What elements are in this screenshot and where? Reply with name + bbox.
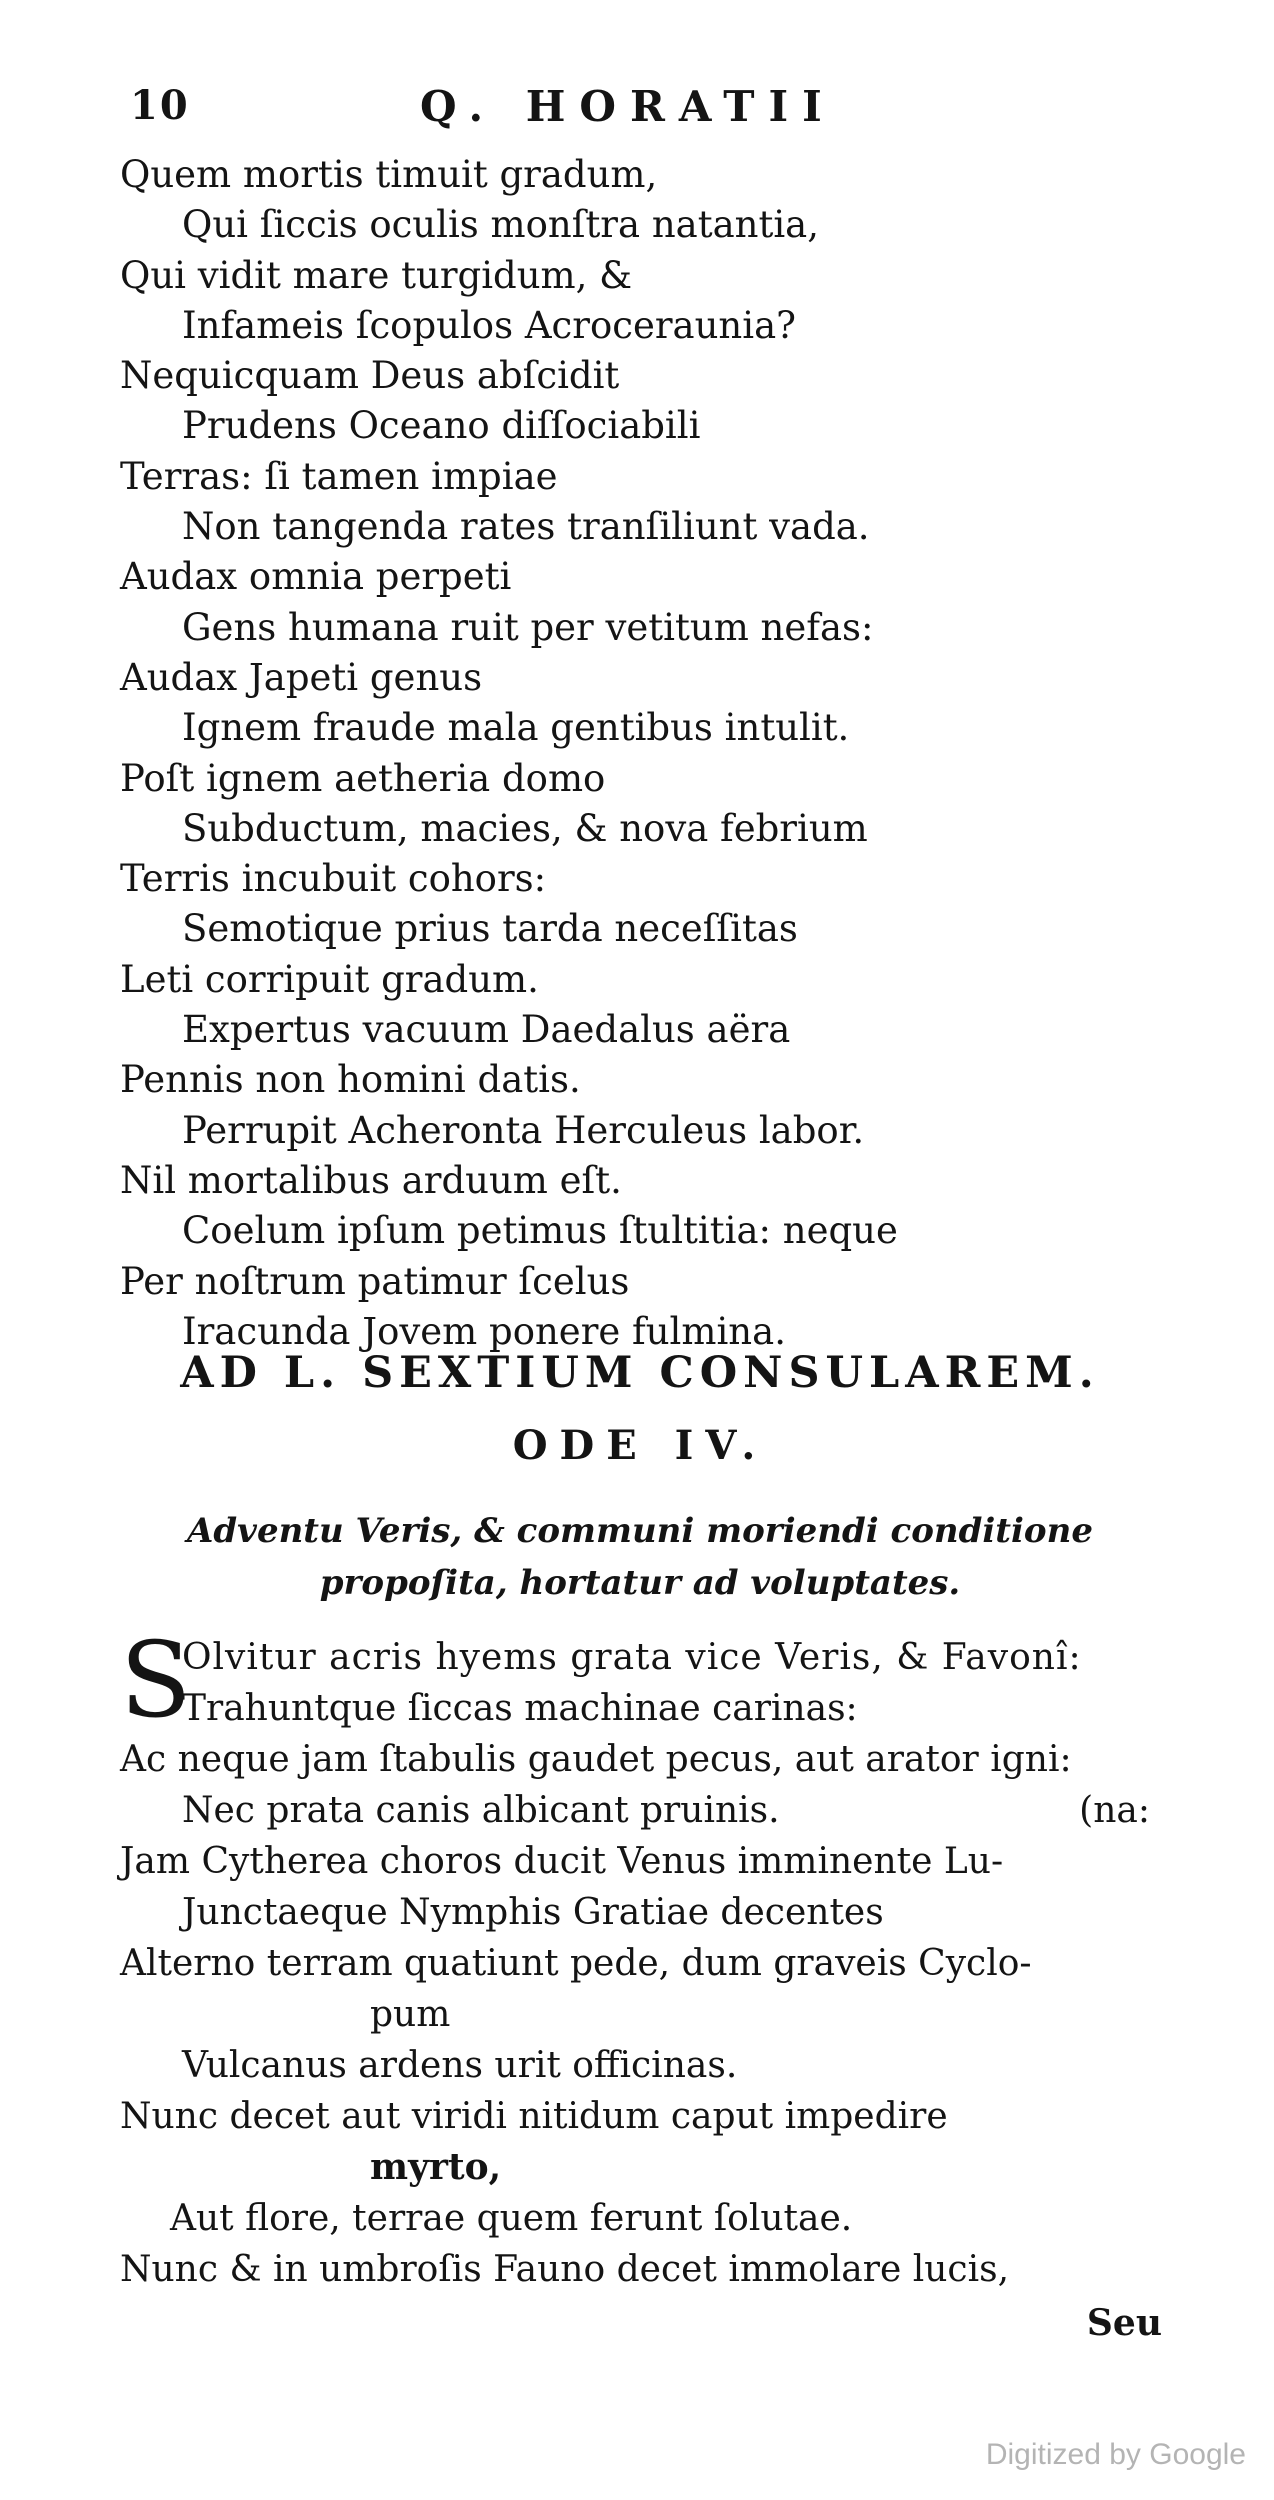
verse-line: Terras: ſi tamen impiae: [120, 454, 558, 498]
overhang-text: (na:: [1079, 1790, 1150, 1831]
verse-line: Junctaeque Nymphis Gratiae decentes: [182, 1892, 884, 1933]
verse-line-continuation: pum: [370, 1994, 451, 2035]
verse-line-text: Nec prata canis albicant pruinis.: [182, 1790, 780, 1831]
verse-line: Pennis non homini datis.: [120, 1058, 581, 1102]
verse-line: Audax omnia perpeti: [120, 555, 512, 599]
ode-heading: AD L. SEXTIUM CONSULAREM.: [180, 1348, 1100, 1398]
verse-line: Vulcanus ardens urit officinas.: [182, 2045, 738, 2086]
verse-line: Ignem fraude mala gentibus intulit.: [182, 706, 850, 750]
verse-line: Qui ſiccis oculis monſtra natantia,: [182, 203, 819, 247]
verse-line: Nunc & in umbroſis Fauno decet immolare lucis,: [120, 2249, 1010, 2290]
first-line-text: Olvitur acris hyems grata vice Veris, & Favonî:: [182, 1637, 1082, 1678]
verse-line: Coelum ipſum petimus ſtultitia: neque: [182, 1209, 898, 1253]
argument-line: Adventu Veris, & communi moriendi conditione: [187, 1511, 1093, 1551]
running-head: [120, 82, 1120, 142]
verse-line: Expertus vacuum Daedalus aëra: [182, 1008, 791, 1052]
verse-line: Infameis ſcopulos Acroceraunia?: [182, 303, 796, 347]
ode-argument: [120, 1505, 1160, 1609]
verse-line: Subductum, macies, & nova febrium: [182, 806, 868, 850]
verse-line: Semotique prius tarda neceſſitas: [182, 907, 798, 951]
verse-line: Trahuntque ſiccas machinae carinas:: [182, 1688, 858, 1729]
ode-number: ODE IV.: [512, 1422, 768, 1469]
verse-line: Gens humana ruit per vetitum nefas:: [182, 605, 874, 649]
verse-line-continuation: myrto,: [370, 2146, 502, 2188]
verse-line: Per noſtrum patimur ſcelus: [120, 1259, 630, 1303]
catchword: Seu: [1086, 2302, 1162, 2344]
verse-line: Non tangenda rates tranſiliunt vada.: [182, 505, 870, 549]
verse-line: Nil mortalibus arduum eſt.: [120, 1158, 622, 1202]
verse-line: Alterno terram quatiunt pede, dum graveis Cyclo-: [120, 1943, 1032, 1984]
page-number: 10: [130, 82, 190, 129]
verse-line: Poſt ignem aetheria domo: [120, 756, 606, 800]
verse-line-with-overhang: [120, 1785, 1160, 1836]
verse-line: Iracunda Jovem ponere fulmina.: [182, 1309, 786, 1353]
verse-line: Aut flore, terrae quem ferunt ſolutae.: [170, 2198, 853, 2239]
ode-iii-verses: [120, 150, 1160, 1357]
verse-line: Nequicquam Deus abſcidit: [120, 354, 620, 398]
drop-cap: S: [120, 1619, 192, 1741]
argument-line: propoſita, hortatur ad voluptates.: [319, 1563, 961, 1603]
verse-line: Ac neque jam ſtabulis gaudet pecus, aut arator igni:: [120, 1739, 1072, 1780]
verse-line: Terris incubuit cohors:: [120, 857, 547, 901]
verse-line: Prudens Oceano diſſociabili: [182, 404, 701, 448]
verse-line: Perrupit Acheronta Herculeus labor.: [182, 1108, 865, 1152]
verse-line: Jam Cytherea choros ducit Venus imminente Lu-: [120, 1841, 1004, 1882]
verse-line: Quem mortis timuit gradum,: [120, 153, 658, 196]
digitized-stamp: Digitized by Google: [985, 2438, 1246, 2471]
verse-line: Nunc decet aut viridi nitidum caput impedire: [120, 2096, 948, 2137]
verse-line: Leti corripuit gradum.: [120, 957, 539, 1001]
verse-line: Qui vidit mare turgidum, &: [120, 253, 633, 297]
ode-iv-verses: [120, 1619, 1160, 2295]
running-title: Q. HORATII: [420, 82, 836, 131]
verse-line: Audax Japeti genus: [120, 655, 483, 699]
